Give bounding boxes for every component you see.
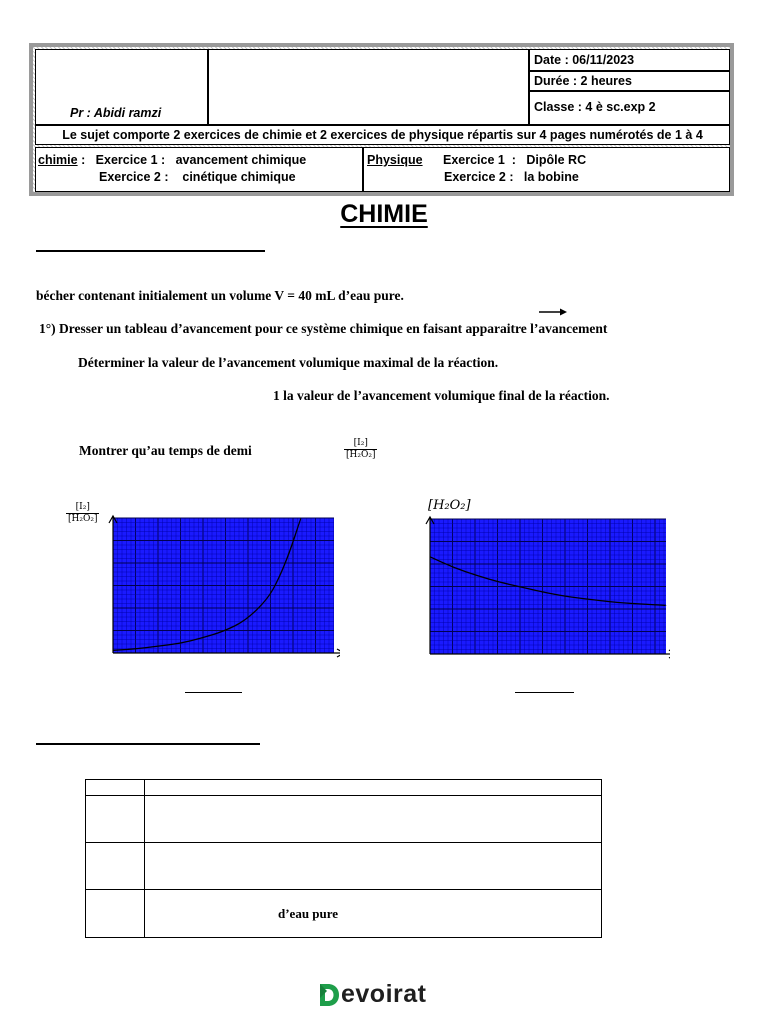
exam-info: Le sujet comporte 2 exercices de chimie et 2 exercices de physique répartis sur 4 pages numérotés de 1 à 4 xyxy=(62,128,703,142)
chart2-caption-blank xyxy=(515,692,574,693)
exam-class: Classe : 4 è sc.exp 2 xyxy=(534,100,656,114)
table-cell xyxy=(145,843,602,890)
text-line-1: bécher contenant initialement un volume V = 40 mL d’eau pure. xyxy=(36,288,404,303)
table-cell xyxy=(86,780,145,796)
class-cell xyxy=(529,91,730,125)
table-row xyxy=(86,890,602,938)
ratio-numerator: [I₂] xyxy=(344,438,377,450)
section-title xyxy=(0,200,768,229)
chart-ratio-vs-time xyxy=(100,512,340,662)
vector-arrow-icon xyxy=(538,306,568,318)
exam-duration: Durée : 2 heures xyxy=(534,74,632,88)
text-line-5: Montrer qu’au temps de demi xyxy=(79,443,252,458)
chemistry-cell xyxy=(35,147,363,192)
table-row xyxy=(86,780,602,796)
teacher-name: Pr : Abidi ramzi xyxy=(70,106,162,120)
section-title-text: CHIMIE xyxy=(340,200,428,228)
chemistry-sep: : xyxy=(77,153,96,167)
physics-exercise-2: Exercice 2 : la bobine xyxy=(444,170,579,184)
table-cell xyxy=(86,796,145,843)
ratio-fraction xyxy=(344,438,377,461)
chemistry-exercise-2: Exercice 2 : cinétique chimique xyxy=(99,170,296,184)
experiment-table xyxy=(85,779,602,938)
chart1-ylabel xyxy=(66,502,99,525)
info-cell xyxy=(35,125,730,145)
chemistry-line-1 xyxy=(38,153,306,167)
table-cell xyxy=(145,796,602,843)
chart2-ylabel: [H₂O₂] xyxy=(428,498,471,513)
exercise-heading-rule-2 xyxy=(36,743,260,745)
date-cell xyxy=(529,49,730,71)
chart1-ylabel-num: [I₂] xyxy=(66,502,99,514)
logo-text: evoirat xyxy=(341,980,427,1008)
duration-cell xyxy=(529,71,730,91)
text-line-2: 1°) Dresser un tableau d’avancement pour ce système chimique en faisant apparaitre l’avancement xyxy=(39,321,608,336)
title-cell xyxy=(208,49,529,125)
physics-label: Physique xyxy=(367,153,423,167)
physics-cell xyxy=(363,147,730,192)
table-cell xyxy=(145,780,602,796)
chemistry-label: chimie xyxy=(38,153,78,167)
table-cell xyxy=(86,890,145,938)
table-row xyxy=(86,796,602,843)
text-line-4: 1 la valeur de l’avancement volumique final de la réaction. xyxy=(273,388,610,403)
table-cell xyxy=(86,843,145,890)
devoirat-logo xyxy=(318,980,426,1009)
table-cell-water: d’eau pure xyxy=(145,890,602,938)
chart1-caption-blank xyxy=(185,692,242,693)
physics-exercise-1: Exercice 1 : Dipôle RC xyxy=(443,153,587,167)
devoirat-d-logo-icon xyxy=(318,982,340,1008)
text-line-3: Déterminer la valeur de l’avancement volumique maximal de la réaction. xyxy=(78,355,499,370)
exam-header xyxy=(29,43,734,196)
table-row xyxy=(86,843,602,890)
chemistry-exercise-1: Exercice 1 : avancement chimique xyxy=(95,153,307,167)
exam-date: Date : 06/11/2023 xyxy=(534,53,635,67)
chart1-ylabel-den: [H₂O₂] xyxy=(68,514,98,524)
ratio-denominator: [H₂O₂] xyxy=(346,450,376,460)
chart-h2o2-vs-time xyxy=(418,512,670,662)
exercise-heading-rule-1 xyxy=(36,250,265,252)
